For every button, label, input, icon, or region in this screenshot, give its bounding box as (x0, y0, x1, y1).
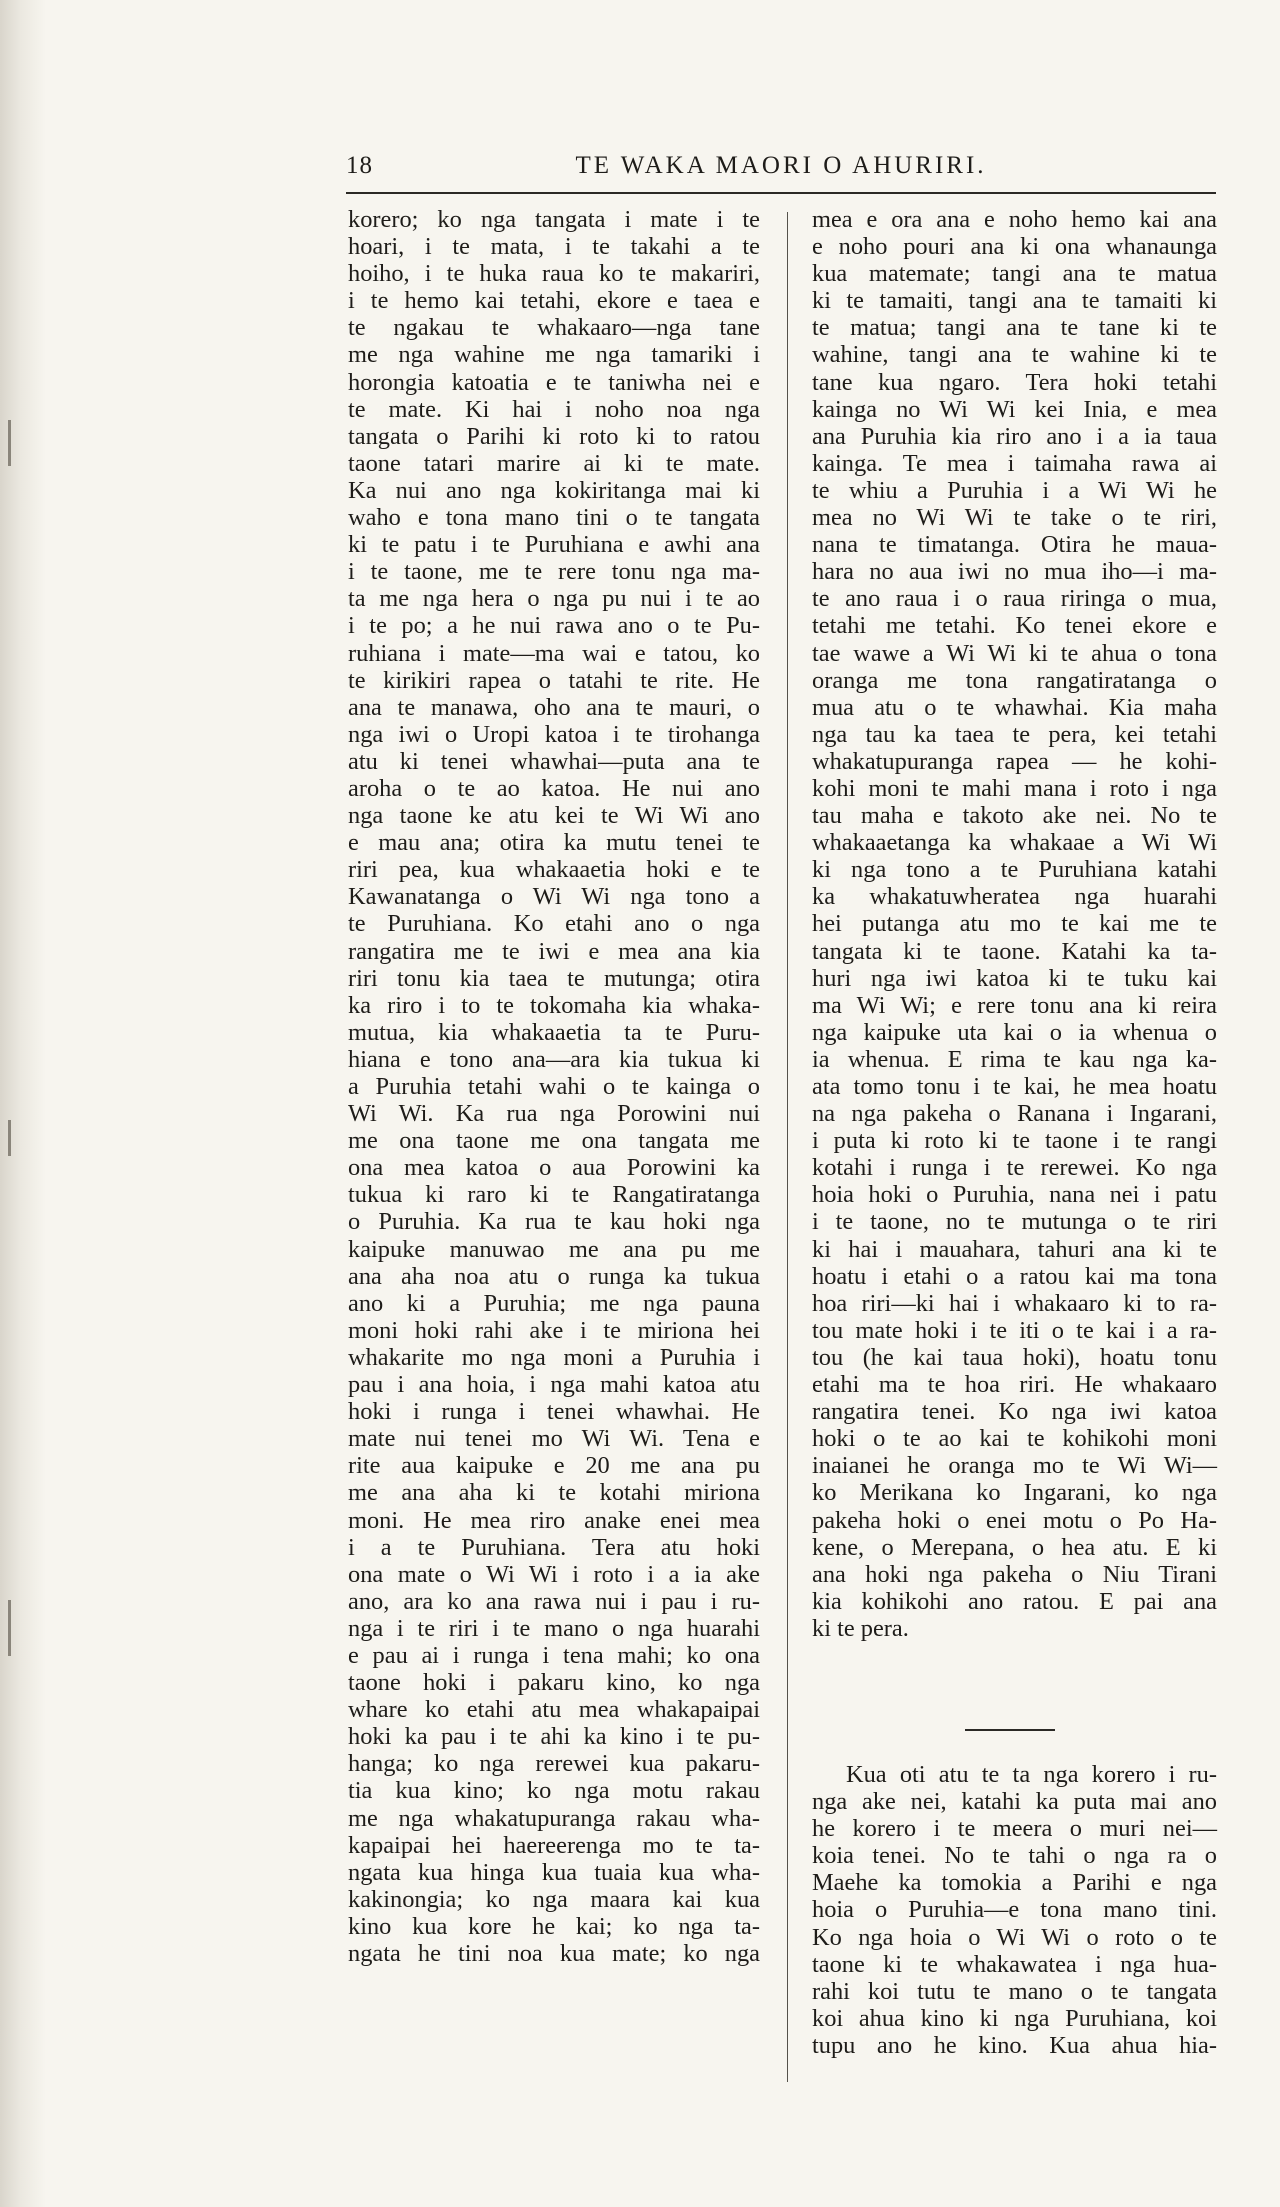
text-line: koia tenei. No te tahi o nga ra o (812, 1842, 1217, 1870)
text-line: hoari, i te mata, i te takahi a te (348, 233, 760, 261)
text-line: te whiu a Puruhia i a Wi Wi he (812, 476, 1217, 504)
text-line: ka riro i to te tokomaha kia whaka- (348, 991, 760, 1019)
text-line: hoia o Puruhia—e tona mano tini. (812, 1896, 1217, 1924)
text-line: o Puruhia. Ka rua te kau hoki nga (348, 1208, 760, 1236)
text-line: hara no aua iwi no mua iho—i ma- (812, 558, 1217, 586)
text-line: hei putanga atu mo te kai me te (812, 910, 1217, 938)
text-line: mua atu o te whawhai. Kia maha (812, 693, 1217, 721)
left-column (348, 206, 760, 1967)
text-line: ka whakatuwheratea nga huarahi (812, 883, 1217, 911)
text-line: taone hoki i pakaru kino, ko nga (348, 1669, 760, 1697)
right-column (812, 206, 1217, 1642)
text-line: nga tau ka taea te pera, kei tetahi (812, 720, 1217, 748)
text-line: me nga whakatupuranga rakau wha- (348, 1804, 760, 1832)
column-rule (787, 212, 788, 2082)
text-line: nga ake nei, katahi ka puta mai ano (812, 1788, 1217, 1816)
text-line: huri nga iwi katoa ki te tuku kai (812, 964, 1217, 992)
text-line: me ona taone me ona tangata me (348, 1127, 760, 1155)
text-line: inaianei he oranga mo te Wi Wi— (812, 1452, 1217, 1480)
text-line: kapaipai hei haereerenga mo te ta- (348, 1831, 760, 1859)
text-line: he korero i te meera o muri nei— (812, 1815, 1217, 1843)
text-line: tou (he kai taua hoki), hoatu tonu (812, 1343, 1217, 1371)
text-line: ta me nga hera o nga pu nui i te ao (348, 585, 760, 613)
scan-edge-mark (8, 1600, 11, 1656)
text-line: ona mate o Wi Wi i roto i a ia ake (348, 1560, 760, 1588)
text-line: ngata he tini noa kua mate; ko nga (348, 1940, 760, 1967)
text-line: Ko nga hoia o Wi Wi o roto o te (812, 1923, 1217, 1951)
text-line: me ana aha ki te kotahi miriona (348, 1479, 760, 1507)
text-line: Ka nui ano nga kokiritanga mai ki (348, 476, 760, 504)
text-line: nana te timatanga. Otira he maua- (812, 531, 1217, 559)
text-line: pau i ana hoia, i nga mahi katoa atu (348, 1371, 760, 1399)
text-line: Kawanatanga o Wi Wi nga tono a (348, 883, 760, 911)
text-line: kotahi i runga i te rerewei. Ko nga (812, 1154, 1217, 1182)
text-line: tou mate hoki i te iti o te kai i a ra- (812, 1316, 1217, 1344)
text-line: kene, o Merepana, o hea atu. E ki (812, 1533, 1217, 1561)
page-header (346, 152, 1216, 186)
text-line: ki te pera. (812, 1614, 909, 1642)
text-line: ko Merikana ko Ingarani, ko nga (812, 1479, 1217, 1507)
text-line: ana aha noa atu o runga ka tukua (348, 1262, 760, 1290)
text-line: kaipuke manuwao me ana pu me (348, 1235, 760, 1263)
text-line: hiana e tono ana—ara kia tukua ki (348, 1045, 760, 1073)
section-rule (965, 1729, 1055, 1731)
text-line: nga i te riri i te mano o nga huarahi (348, 1614, 760, 1642)
text-line: tupu ano he kino. Kua ahua hia- (812, 2031, 1217, 2059)
text-line: rahi koi tutu te mano o te tangata (812, 1977, 1217, 2005)
text-line: kia kohikohi ano ratou. E pai ana (812, 1587, 1217, 1615)
text-line: moni hoki rahi ake i te miriona hei (348, 1316, 760, 1344)
text-line: atu ki tenei whawhai—puta ana te (348, 747, 760, 775)
text-line: e noho pouri ana ki ona whanaunga (812, 233, 1217, 261)
text-line: te kirikiri rapea o tatahi te rite. He (348, 666, 760, 694)
page-scan-edge (0, 0, 46, 2207)
text-line: taone tatari marire ai ki te mate. (348, 449, 760, 477)
text-line: te ngakau te whakaaro—nga tane (348, 314, 760, 342)
text-line: whakarite mo nga moni a Puruhia i (348, 1343, 760, 1371)
text-line: mea no Wi Wi te take o te riri, (812, 504, 1217, 532)
text-line: hanga; ko nga rerewei kua pakaru- (348, 1750, 760, 1778)
text-line: riri pea, kua whakaaetia hoki e te (348, 856, 760, 884)
text-line: Kua oti atu te ta nga korero i ru- (846, 1761, 1217, 1788)
text-line: Wi Wi. Ka rua nga Porowini nui (348, 1100, 760, 1128)
scan-edge-mark (8, 420, 11, 466)
text-line: hoiho, i te huka raua ko te makariri, (348, 260, 760, 288)
text-line: ki te patu i te Puruhiana e awhi ana (348, 531, 760, 559)
text-line: te mate. Ki hai i noho noa nga (348, 395, 760, 423)
text-line: whakatupuranga rapea — he kohi- (812, 747, 1217, 775)
text-line: ki hai i mauahara, tahuri ana ki te (812, 1235, 1217, 1263)
text-line: ana te manawa, oho ana te mauri, o (348, 693, 760, 721)
text-line: hoki o te ao kai te kohikohi moni (812, 1425, 1217, 1453)
text-line: waho e tona mano tini o te tangata (348, 504, 760, 532)
text-line: kainga no Wi Wi kei Inia, e mea (812, 395, 1217, 423)
text-line: e pau ai i runga i tena mahi; ko ona (348, 1641, 760, 1669)
text-line: mate nui tenei mo Wi Wi. Tena e (348, 1425, 760, 1453)
text-line: hoki ka pau i te ahi ka kino i te pu- (348, 1723, 760, 1751)
text-line: nga iwi o Uropi katoa i te tirohanga (348, 720, 760, 748)
text-line: kainga. Te mea i taimaha rawa ai (812, 449, 1217, 477)
text-line: pakeha hoki o enei motu o Po Ha- (812, 1506, 1217, 1534)
text-line: na nga pakeha o Ranana i Ingarani, (812, 1100, 1217, 1128)
text-line: mea e ora ana e noho hemo kai ana (812, 206, 1217, 233)
text-line: tia kua kino; ko nga motu rakau (348, 1777, 760, 1805)
text-line: kohi moni te mahi mana i roto i nga (812, 774, 1217, 802)
text-line: i te taone, me te rere tonu nga ma- (348, 558, 760, 586)
text-line: ruhiana i mate—ma wai e tatou, ko (348, 639, 760, 667)
text-line: hoa riri—ki hai i whakaaro ki to ra- (812, 1289, 1217, 1317)
text-line: ngata kua hinga kua tuaia kua wha- (348, 1858, 760, 1886)
text-line: horongia katoatia e te taniwha nei e (348, 368, 760, 396)
text-line: me nga wahine me nga tamariki i (348, 341, 760, 369)
text-line: koi ahua kino ki nga Puruhiana, koi (812, 2004, 1217, 2032)
text-line: ata tomo tonu i te kai, he mea hoatu (812, 1073, 1217, 1100)
text-line: te matua; tangi ana te tane ki te (812, 314, 1217, 342)
text-line: tangata o Parihi ki roto ki to ratou (348, 422, 760, 450)
text-line: whare ko etahi atu mea whakapaipai (348, 1696, 760, 1724)
text-line: hoia hoki o Puruhia, nana nei i patu (812, 1181, 1217, 1209)
text-line: nga taone ke atu kei te Wi Wi ano (348, 802, 760, 830)
page-number: 18 (346, 152, 373, 179)
text-line: kakinongia; ko nga maara kai kua (348, 1885, 760, 1913)
text-line: Maehe ka tomokia a Parihi e nga (812, 1869, 1217, 1897)
text-line: ona mea katoa o aua Porowini ka (348, 1154, 760, 1182)
text-line: rite aua kaipuke e 20 me ana pu (348, 1452, 760, 1480)
text-line: aroha o te ao katoa. He nui ano (348, 774, 760, 802)
text-line: etahi ma te hoa riri. He whakaaro (812, 1371, 1217, 1399)
text-line: hoki i runga i tenei whawhai. He (348, 1398, 760, 1426)
text-line: hoatu i etahi o a ratou kai ma tona (812, 1262, 1217, 1290)
text-line: ana Puruhia kia riro ano i a ia taua (812, 422, 1217, 450)
text-line: tukua ki raro ki te Rangatiratanga (348, 1181, 760, 1209)
text-line: e mau ana; otira ka mutu tenei te (348, 829, 760, 857)
text-line: tae wawe a Wi Wi ki te ahua o tona (812, 639, 1217, 667)
text-line: ia whenua. E rima te kau nga ka- (812, 1045, 1217, 1073)
text-line: ano, ara ko ana rawa nui i pau i ru- (348, 1587, 760, 1615)
text-line: ma Wi Wi; e rere tonu ana ki reira (812, 991, 1217, 1019)
text-line: oranga me tona rangatiratanga o (812, 666, 1217, 694)
text-line: ki te tamaiti, tangi ana te tamaiti ki (812, 287, 1217, 315)
text-line: tau maha e takoto ake nei. No te (812, 802, 1217, 830)
text-line: wahine, tangi ana te wahine ki te (812, 341, 1217, 369)
text-line: ano ki a Puruhia; me nga pauna (348, 1289, 760, 1317)
text-line: riri tonu kia taea te mutunga; otira (348, 964, 760, 992)
text-line: taone ki te whakawatea i nga hua- (812, 1950, 1217, 1978)
text-line: nga kaipuke uta kai o ia whenua o (812, 1018, 1217, 1046)
right-column-next-section (812, 1761, 1217, 2059)
text-line: i puta ki roto ki te taone i te rangi (812, 1127, 1217, 1155)
text-line: rangatira tenei. Ko nga iwi katoa (812, 1398, 1217, 1426)
text-line: i te taone, no te mutunga o te riri (812, 1208, 1217, 1236)
text-line: i te hemo kai tetahi, ekore e taea e (348, 287, 760, 315)
text-line: moni. He mea riro anake enei mea (348, 1506, 760, 1534)
scan-edge-mark (8, 1120, 11, 1156)
text-line: te Puruhiana. Ko etahi ano o nga (348, 910, 760, 938)
text-line: i te po; a he nui rawa ano o te Pu- (348, 612, 760, 640)
text-line: korero; ko nga tangata i mate i te (348, 206, 760, 233)
running-title: TE WAKA MAORI O AHURIRI. (575, 152, 987, 179)
text-line: tane kua ngaro. Tera hoki tetahi (812, 368, 1217, 396)
text-line: ki nga tono a te Puruhiana katahi (812, 856, 1217, 884)
text-line: a Puruhia tetahi wahi o te kainga o (348, 1073, 760, 1100)
text-line: i a te Puruhiana. Tera atu hoki (348, 1533, 760, 1561)
text-line: tangata ki te taone. Katahi ka ta- (812, 937, 1217, 965)
text-line: kino kua kore he kai; ko nga ta- (348, 1912, 760, 1940)
text-line: whakaaetanga ka whakaae a Wi Wi (812, 829, 1217, 857)
text-line: mutua, kia whakaaetia ta te Puru- (348, 1018, 760, 1046)
text-line: rangatira me te iwi e mea ana kia (348, 937, 760, 965)
text-line: ana hoki nga pakeha o Niu Tirani (812, 1560, 1217, 1588)
text-line: kua matemate; tangi ana te matua (812, 260, 1217, 288)
text-line: te ano raua i o raua riringa o mua, (812, 585, 1217, 613)
text-line: tetahi me tetahi. Ko tenei ekore e (812, 612, 1217, 640)
header-rule (346, 192, 1216, 194)
